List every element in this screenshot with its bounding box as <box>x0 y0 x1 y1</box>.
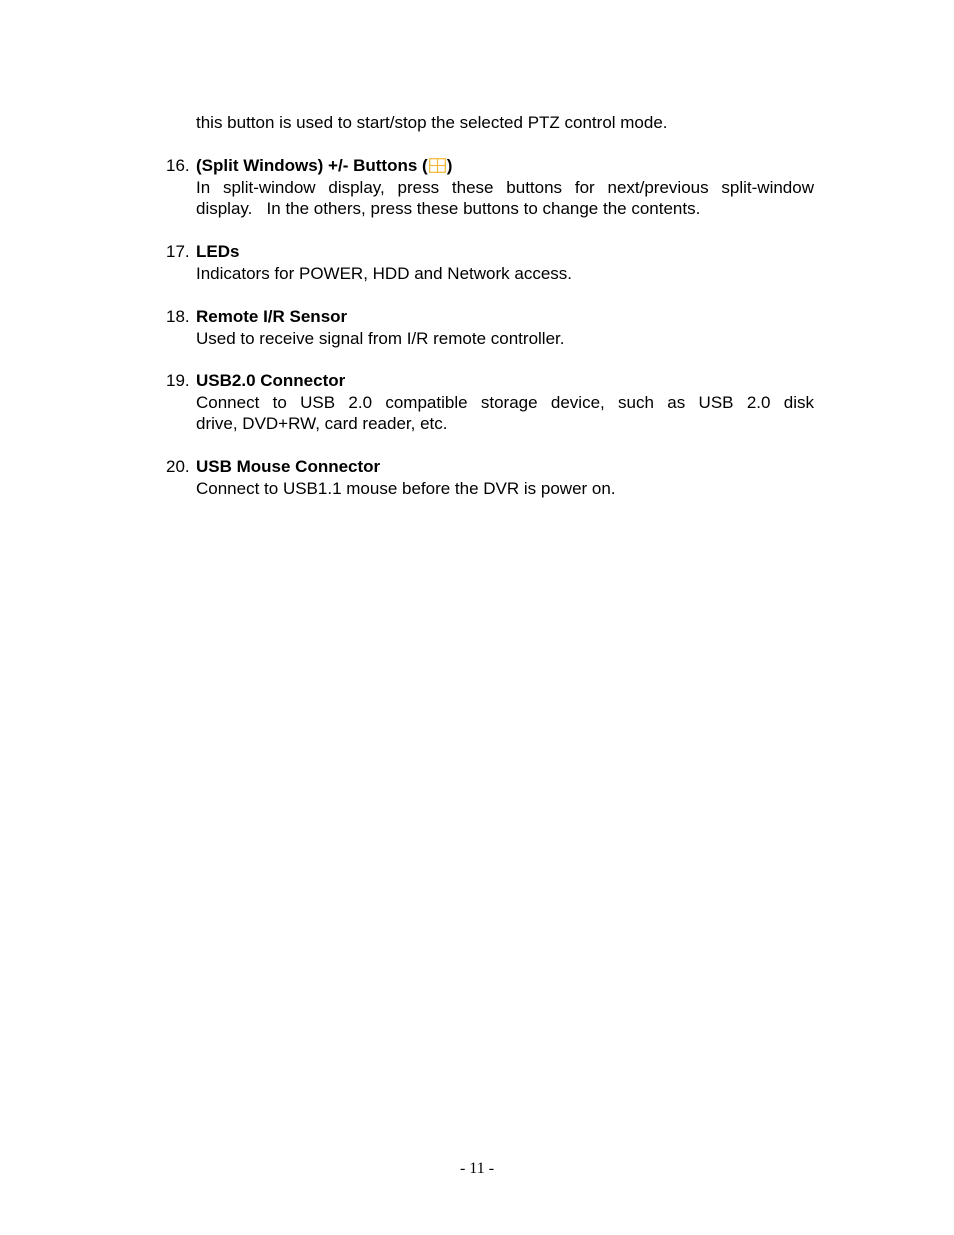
list-item-remote-ir-sensor <box>166 306 816 349</box>
item-title-text: (Split Windows) +/- Buttons ( <box>196 156 428 175</box>
item-number: 17. <box>166 242 190 261</box>
list-item-split-windows <box>166 155 816 220</box>
item-number: 20. <box>166 457 190 476</box>
item-number: 19. <box>166 371 190 390</box>
item-description: Connect to USB1.1 mouse before the DVR is power on. <box>196 478 616 498</box>
list-item-usb-mouse-connector <box>166 456 816 499</box>
item-description <box>196 177 814 220</box>
page-number: - 11 - <box>459 1160 495 1177</box>
item-number: 18. <box>166 307 190 326</box>
description-line-1: Connect to USB 2.0 compatible storage device, such as USB 2.0 disk <box>196 392 814 412</box>
item-title: USB Mouse Connector <box>196 457 381 476</box>
list-item-usb2-connector <box>166 370 816 435</box>
item-description <box>196 392 814 435</box>
intro-paragraph: this button is used to start/stop the selected PTZ control mode. <box>196 113 668 132</box>
split-window-grid-icon <box>429 158 446 173</box>
item-description: Indicators for POWER, HDD and Network access. <box>196 263 573 283</box>
item-heading <box>166 370 816 392</box>
item-title: LEDs <box>196 242 240 261</box>
item-title-close: ) <box>446 156 453 175</box>
item-heading <box>166 155 816 177</box>
item-description: Used to receive signal from I/R remote controller. <box>196 328 565 348</box>
item-heading <box>166 241 816 263</box>
item-heading <box>166 306 816 328</box>
description-line-2: drive, DVD+RW, card reader, etc. <box>196 414 448 433</box>
item-number: 16. <box>166 156 190 175</box>
item-title: USB2.0 Connector <box>196 371 346 390</box>
item-title <box>196 155 452 177</box>
list-item-leds <box>166 241 816 284</box>
item-title: Remote I/R Sensor <box>196 307 348 326</box>
description-line-2: display. In the others, press these buttons to change the contents. <box>196 199 701 218</box>
description-line-1: In split-window display, press these buttons for next/previous split-window <box>196 177 814 197</box>
item-heading <box>166 456 816 478</box>
